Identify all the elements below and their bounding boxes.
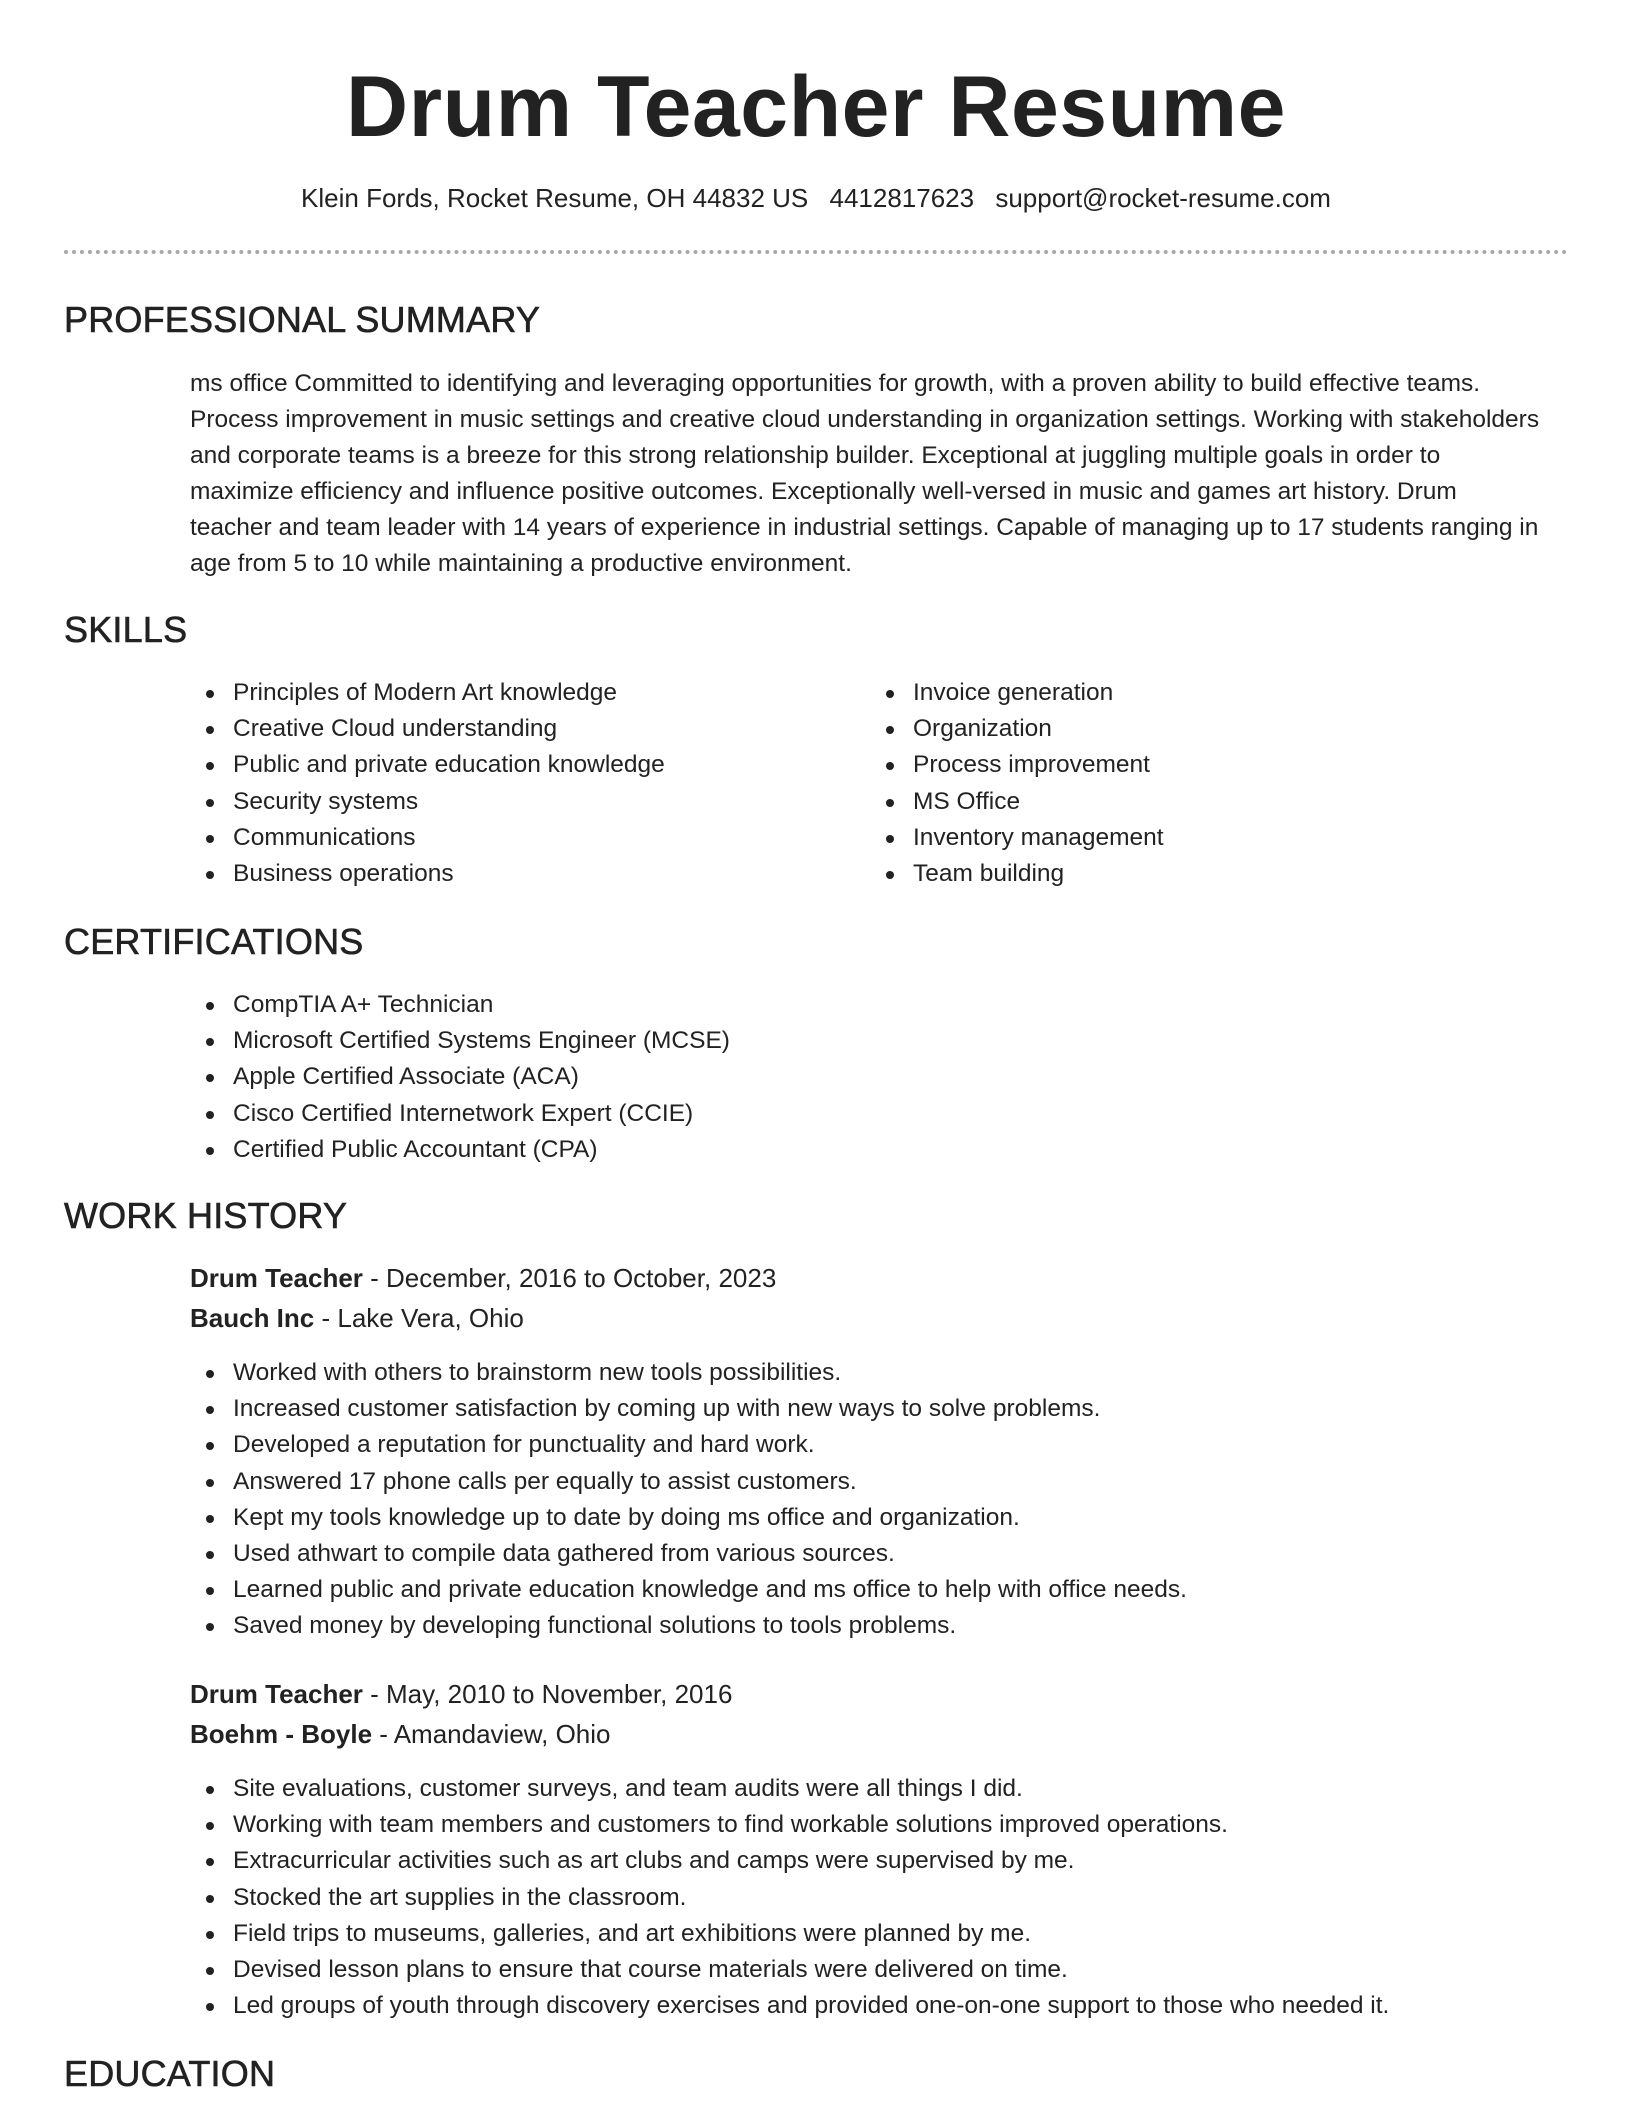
- certifications-heading: CERTIFICATIONS: [64, 921, 364, 962]
- job-dates: - May, 2010 to November, 2016: [362, 1679, 733, 1709]
- list-item: MS Office: [870, 784, 1164, 820]
- list-item: Developed a reputation for punctuality and hard work.: [190, 1427, 1187, 1463]
- contact-phone: 4412817623: [829, 183, 975, 213]
- resume-title: Drum Teacher Resume: [346, 59, 1286, 155]
- list-item: Used athwart to compile data gathered from various sources.: [190, 1536, 1187, 1572]
- list-item: Communications: [190, 820, 665, 856]
- summary-text: ms office Committed to identifying and leveraging opportunities for growth, with a proven ability to build effective teams. Process improvement in music settings and creative cloud understanding in organization settings. Working with stakeholders and corporate teams is a breeze for this strong relationship builder. Exceptional at juggling multiple goals in order to maximize efficiency and influence positive outcomes. Exceptionally well-versed in music and games art history. Drum teacher and team leader with 14 years of experience in industrial settings. Capable of managing up to 17 students ranging in age from 5 to 10 while maintaining a productive environment.: [190, 370, 1540, 577]
- job-title: Drum Teacher: [190, 1679, 363, 1709]
- list-item: Team building: [870, 856, 1164, 892]
- job-duties-list: [190, 1771, 1389, 2024]
- list-item: Site evaluations, customer surveys, and team audits were all things I did.: [190, 1771, 1389, 1807]
- contact-email: support@rocket-resume.com: [995, 183, 1331, 213]
- job-company-line: [190, 1719, 611, 1750]
- list-item: Extracurricular activities such as art clubs and camps were supervised by me.: [190, 1843, 1389, 1879]
- job-duties-list: [190, 1355, 1187, 1645]
- list-item: Certified Public Accountant (CPA): [190, 1132, 730, 1168]
- list-item: Inventory management: [870, 820, 1164, 856]
- list-item: Microsoft Certified Systems Engineer (MCSE): [190, 1023, 730, 1059]
- contact-line: [0, 183, 1632, 214]
- list-item: Security systems: [190, 784, 665, 820]
- list-item: Stocked the art supplies in the classroom.: [190, 1880, 1389, 1916]
- job-title-line: [190, 1679, 732, 1710]
- header-divider: [64, 250, 1568, 254]
- list-item: Learned public and private education knowledge and ms office to help with office needs.: [190, 1572, 1187, 1608]
- list-item: Devised lesson plans to ensure that course materials were delivered on time.: [190, 1952, 1389, 1988]
- list-item: Principles of Modern Art knowledge: [190, 675, 665, 711]
- job-company-line: [190, 1303, 524, 1334]
- summary-heading: PROFESSIONAL SUMMARY: [64, 299, 541, 340]
- skills-list-left: [190, 675, 665, 892]
- list-item: Invoice generation: [870, 675, 1164, 711]
- list-item: Cisco Certified Internetwork Expert (CCIE): [190, 1096, 730, 1132]
- list-item: Business operations: [190, 856, 665, 892]
- list-item: Process improvement: [870, 747, 1164, 783]
- list-item: Worked with others to brainstorm new tools possibilities.: [190, 1355, 1187, 1391]
- list-item: CompTIA A+ Technician: [190, 987, 730, 1023]
- list-item: Working with team members and customers to find workable solutions improved operations.: [190, 1807, 1389, 1843]
- list-item: Public and private education knowledge: [190, 747, 665, 783]
- job-title: Drum Teacher: [190, 1263, 363, 1293]
- skills-list-right: [870, 675, 1164, 892]
- skills-heading: SKILLS: [64, 609, 188, 650]
- job-title-line: [190, 1263, 776, 1294]
- job-company: Boehm - Boyle: [190, 1719, 373, 1749]
- list-item: Creative Cloud understanding: [190, 711, 665, 747]
- contact-address: Klein Fords, Rocket Resume, OH 44832 US: [301, 183, 809, 213]
- list-item: Led groups of youth through discovery exercises and provided one-on-one support to those who needed it.: [190, 1988, 1389, 2024]
- certifications-list: [190, 987, 730, 1168]
- job-dates: - December, 2016 to October, 2023: [362, 1263, 777, 1293]
- list-item: Organization: [870, 711, 1164, 747]
- list-item: Kept my tools knowledge up to date by doing ms office and organization.: [190, 1500, 1187, 1536]
- list-item: Answered 17 phone calls per equally to assist customers.: [190, 1464, 1187, 1500]
- list-item: Apple Certified Associate (ACA): [190, 1059, 730, 1095]
- work-history-heading: WORK HISTORY: [64, 1195, 348, 1236]
- list-item: Field trips to museums, galleries, and art exhibitions were planned by me.: [190, 1916, 1389, 1952]
- list-item: Increased customer satisfaction by coming up with new ways to solve problems.: [190, 1391, 1187, 1427]
- education-heading: EDUCATION: [64, 2053, 276, 2094]
- job-location: - Lake Vera, Ohio: [314, 1303, 524, 1333]
- list-item: Saved money by developing functional solutions to tools problems.: [190, 1608, 1187, 1644]
- job-company: Bauch Inc: [190, 1303, 315, 1333]
- job-location: - Amandaview, Ohio: [372, 1719, 611, 1749]
